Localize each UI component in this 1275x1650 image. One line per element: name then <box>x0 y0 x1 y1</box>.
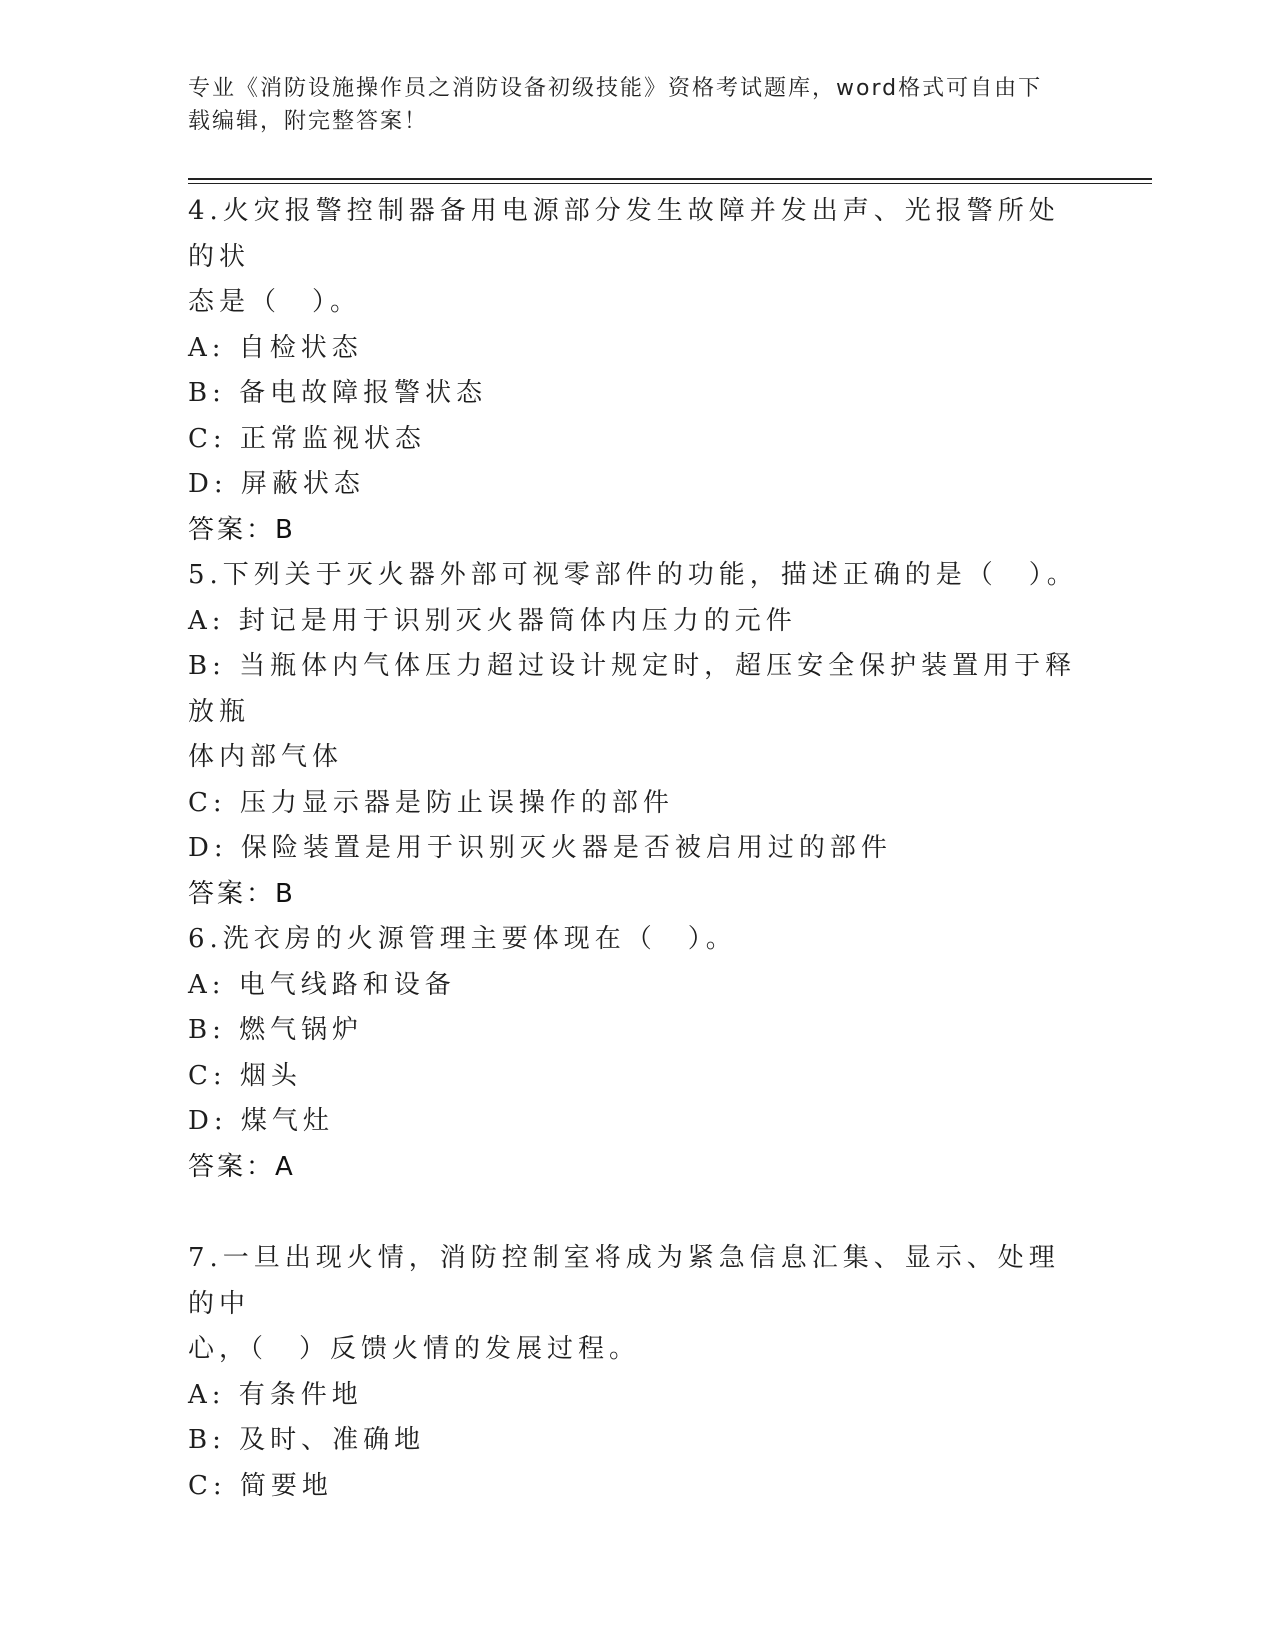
answer-label: 答案：B <box>188 514 296 545</box>
option-d: D: 煤气灶 <box>188 1106 334 1136</box>
option-d: D: 屏蔽状态 <box>188 469 365 499</box>
header-divider-thick <box>188 178 1152 180</box>
option-c: C: 简要地 <box>188 1470 333 1501</box>
question-stem-continued: 态是（ ）。 <box>188 287 362 317</box>
option-b: B: 燃气锅炉 <box>188 1015 364 1045</box>
question-7 <box>188 1236 1078 1509</box>
option-c: C: 正常监视状态 <box>188 423 426 454</box>
option-a: A: 封记是用于识别灭火器筒体内压力的元件 <box>188 605 797 636</box>
header-divider-thin <box>188 183 1152 184</box>
question-5 <box>188 553 1078 917</box>
question-6 <box>188 917 1078 1190</box>
question-stem: 5.下列关于灭火器外部可视零部件的功能，描述正确的是（ ）。 <box>188 560 1078 590</box>
question-stem: 7.一旦出现火情，消防控制室将成为紧急信息汇集、显示、处理的中 <box>188 1243 1060 1319</box>
option-a: A: 自检状态 <box>188 332 363 363</box>
option-c: C: 压力显示器是防止误操作的部件 <box>188 787 674 818</box>
answer-label: 答案：A <box>188 1151 296 1182</box>
option-d: D: 保险装置是用于识别灭火器是否被启用过的部件 <box>188 833 892 863</box>
option-b: B: 及时、准确地 <box>188 1425 426 1455</box>
answer-label: 答案：B <box>188 878 296 909</box>
option-b: B: 当瓶体内气体压力超过设计规定时，超压安全保护装置用于释放瓶 <box>188 651 1077 727</box>
option-b-continued: 体内部气体 <box>188 742 344 772</box>
option-a: A: 电气线路和设备 <box>188 969 456 1000</box>
question-stem: 4.火灾报警控制器备用电源部分发生故障并发出声、光报警所处的状 <box>188 196 1060 272</box>
header-line-1: 专业《消防设施操作员之消防设备初级技能》资格考试题库，word格式可自由下 <box>188 76 1043 101</box>
document-header <box>188 72 1088 138</box>
question-4 <box>188 189 1078 553</box>
header-line-2: 载编辑，附完整答案！ <box>188 109 429 134</box>
question-stem-continued: 心，（ ）反馈火情的发展过程。 <box>188 1334 641 1364</box>
option-c: C: 烟头 <box>188 1060 302 1091</box>
question-stem: 6.洗衣房的火源管理主要体现在（ ）。 <box>188 924 737 954</box>
option-b: B: 备电故障报警状态 <box>188 378 488 408</box>
option-a: A: 有条件地 <box>188 1379 363 1410</box>
